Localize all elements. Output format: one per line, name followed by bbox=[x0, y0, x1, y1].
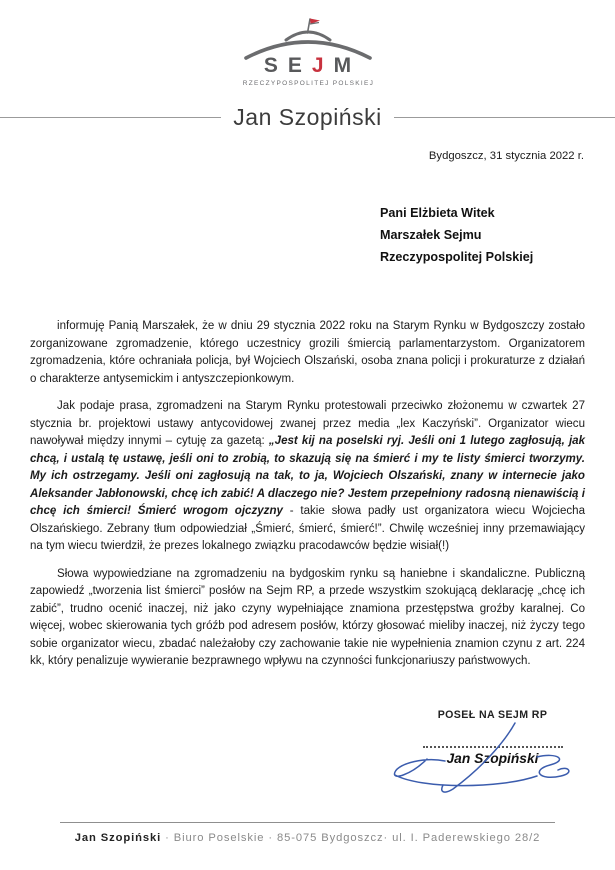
addressee-line-2: Marszałek Sejmu bbox=[380, 228, 482, 242]
letter-body bbox=[30, 318, 585, 681]
footer bbox=[0, 832, 615, 844]
sejm-wordmark bbox=[0, 54, 615, 78]
footer-rule bbox=[60, 822, 555, 823]
sejm-letter-m: M bbox=[333, 54, 362, 77]
paragraph-2-intro: Jak podaje prasa, zgromadzeni na Starym Rynku protestowali przeciwko złożonemu w czwartek 27 stycznia br. projektowi ustawy antycovidowej zwanej przez media „lex Kaczyński”. Organizator wiecu nawoływał między innymi – cytuję za gazetą: bbox=[30, 400, 585, 447]
paragraph-1 bbox=[30, 318, 585, 388]
dateline: Bydgoszcz, 31 stycznia 2022 r. bbox=[428, 150, 584, 162]
sejm-letters-se: SE bbox=[263, 54, 312, 77]
signer-name: Jan Szopiński bbox=[446, 751, 539, 766]
paragraph-3-text: Słowa wypowiedziane na zgromadzeniu na bydgoskim rynku są haniebne i skandaliczne. Publiczną zapowiedź „tworzenia list śmierci” posłów na Sejm RP, a przede wszystkim szokującą deklarację „chcę ich zabić”, trudno ocenić inaczej, niż jako czyny wypełniające znamiona przestępstwa groźby karalnej. Co więcej, wobec skierowania tych gróźb pod adresem posłów, którzy głosować mieliby inaczej, niż życzy tego sobie organizator wiecu, zbadać należałoby czy zachowanie takie nie wypełnienia znamion czynu z art. 224 kk, który penalizuje wywieranie bezprawnego wpływu na czynności funkcjonariuszy państwowych. bbox=[30, 567, 585, 667]
rule-left bbox=[0, 117, 221, 118]
addressee-block bbox=[380, 202, 533, 268]
rule-right bbox=[394, 117, 615, 118]
paragraph-3 bbox=[30, 566, 585, 671]
signature-block bbox=[405, 709, 580, 766]
paragraph-2-quote: „Jest kij na poselski ryj. Jeśli oni 1 lutego zagłosują, jak chcą, i ustalą tę ustawę, jeśli oni to zrobią, to skazują się na śmierć i my te listy śmierci tworzymy. My ich ostrzegamy. Jeśli oni zagłosują na tak, to ja, Wojciech Olszański, znany w internecie jako Aleksander Jabłonowski, chcę ich zabić! A dlaczego nie? Jestem przepełniony radosną nienawiścią i chcę ich śmierci! Śmierć wrogom ojczyzny bbox=[30, 435, 586, 517]
addressee-line-1: Pani Elżbieta Witek bbox=[380, 206, 495, 220]
sejm-logo-subtitle: RZECZYPOSPOLITEJ POLSKIEJ bbox=[242, 80, 375, 87]
paragraph-2-outro: - takie słowa padły ust organizatora wiecu Wojciecha Olszańskiego. Zebrany tłum odpowiedział „Śmierć, śmierć, śmierć!”. Chwilę wcześniej inny przemawiający na tym wiecu twierdził, że prezes lokalnego związku pracodawców będzie wisiał(!) bbox=[30, 505, 585, 552]
addressee-line-3: Rzeczypospolitej Polskiej bbox=[380, 250, 534, 264]
sejm-letter-j: J bbox=[311, 54, 334, 77]
paragraph-2 bbox=[30, 398, 585, 556]
header-name-rule bbox=[0, 104, 615, 131]
footer-name: Jan Szopiński bbox=[74, 832, 162, 844]
signer-role: POSEŁ NA SEJM RP bbox=[437, 709, 548, 721]
sejm-logo bbox=[0, 16, 615, 87]
paragraph-1-text: informuję Panią Marszałek, że w dniu 29 stycznia 2022 roku na Starym Rynku w Bydgoszczy zostało zorganizowane zgromadzenie, którego uczestnicy grozili śmiercią parlamentarzystom. Organizatorem zgromadzenia, które ochraniała policja, był Wojciech Olszański, osoba znana policji i prokuraturze z działań o charakterze antysemickim i antyszczepionkowym. bbox=[30, 320, 585, 385]
signature-line bbox=[423, 746, 563, 748]
header-name: Jan Szopiński bbox=[233, 104, 382, 130]
footer-address: · Biuro Poselskie · 85-075 Bydgoszcz· ul. I. Paderewskiego 28/2 bbox=[161, 832, 541, 844]
